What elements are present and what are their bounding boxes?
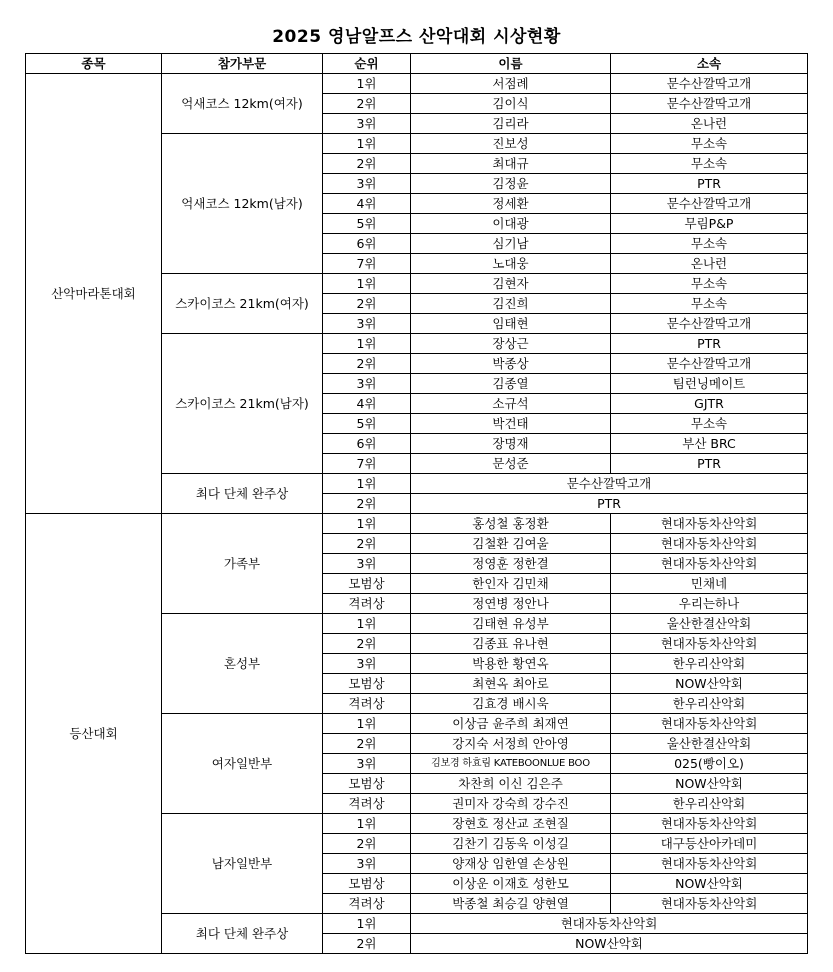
name-cell: 김효경 배시욱 bbox=[411, 694, 611, 714]
name-cell: 서점례 bbox=[411, 74, 611, 94]
name-cell: 장명재 bbox=[411, 434, 611, 454]
affiliation-cell: 현대자동차산악회 bbox=[611, 894, 808, 914]
rank-cell: 격려상 bbox=[323, 594, 411, 614]
division-cell: 최다 단체 완주상 bbox=[162, 474, 323, 514]
name-cell: 권미자 강숙희 강수진 bbox=[411, 794, 611, 814]
affiliation-cell: NOW산악회 bbox=[611, 674, 808, 694]
affiliation-cell: 현대자동차산악회 bbox=[611, 514, 808, 534]
name-cell: 홍성철 홍정환 bbox=[411, 514, 611, 534]
name-cell: 소규석 bbox=[411, 394, 611, 414]
rank-cell: 모범상 bbox=[323, 674, 411, 694]
affiliation-cell: 울산한결산악회 bbox=[611, 734, 808, 754]
team-cell: 문수산깔딱고개 bbox=[411, 474, 808, 494]
rank-cell: 1위 bbox=[323, 274, 411, 294]
affiliation-cell: PTR bbox=[611, 174, 808, 194]
division-cell: 여자일반부 bbox=[162, 714, 323, 814]
rank-cell: 2위 bbox=[323, 154, 411, 174]
rank-cell: 1위 bbox=[323, 474, 411, 494]
name-cell: 박종상 bbox=[411, 354, 611, 374]
rank-cell: 모범상 bbox=[323, 574, 411, 594]
division-cell: 최다 단체 완주상 bbox=[162, 914, 323, 954]
rank-cell: 2위 bbox=[323, 834, 411, 854]
affiliation-cell: 무소속 bbox=[611, 414, 808, 434]
name-cell: 김찬기 김동욱 이성길 bbox=[411, 834, 611, 854]
division-cell: 가족부 bbox=[162, 514, 323, 614]
affiliation-cell: 문수산깔딱고개 bbox=[611, 314, 808, 334]
rank-cell: 3위 bbox=[323, 174, 411, 194]
division-cell: 억새코스 12km(여자) bbox=[162, 74, 323, 134]
name-cell: 노대웅 bbox=[411, 254, 611, 274]
affiliation-cell: 한우리산악회 bbox=[611, 654, 808, 674]
affiliation-cell: 무소속 bbox=[611, 274, 808, 294]
affiliation-cell: 문수산깔딱고개 bbox=[611, 74, 808, 94]
name-cell: 김종표 유나현 bbox=[411, 634, 611, 654]
name-cell: 이상금 윤주희 최재연 bbox=[411, 714, 611, 734]
affiliation-cell: 문수산깔딱고개 bbox=[611, 194, 808, 214]
rank-cell: 3위 bbox=[323, 854, 411, 874]
rank-cell: 2위 bbox=[323, 294, 411, 314]
affiliation-cell: 문수산깔딱고개 bbox=[611, 94, 808, 114]
table-row bbox=[26, 74, 808, 94]
name-cell: 김진희 bbox=[411, 294, 611, 314]
rank-cell: 1위 bbox=[323, 334, 411, 354]
rank-cell: 7위 bbox=[323, 454, 411, 474]
awards-body bbox=[26, 74, 808, 954]
name-cell: 정연병 정안나 bbox=[411, 594, 611, 614]
name-cell: 양재상 임한열 손상원 bbox=[411, 854, 611, 874]
affiliation-cell: 문수산깔딱고개 bbox=[611, 354, 808, 374]
name-cell: 최현옥 최아로 bbox=[411, 674, 611, 694]
rank-cell: 2위 bbox=[323, 534, 411, 554]
name-cell: 정영훈 정한결 bbox=[411, 554, 611, 574]
rank-cell: 3위 bbox=[323, 114, 411, 134]
name-cell: 진보성 bbox=[411, 134, 611, 154]
rank-cell: 3위 bbox=[323, 754, 411, 774]
division-cell: 혼성부 bbox=[162, 614, 323, 714]
rank-cell: 1위 bbox=[323, 514, 411, 534]
affiliation-cell: 울산한결산악회 bbox=[611, 614, 808, 634]
header-row bbox=[26, 54, 808, 74]
name-cell: 문성준 bbox=[411, 454, 611, 474]
affiliation-cell: 대구등산아카데미 bbox=[611, 834, 808, 854]
rank-cell: 2위 bbox=[323, 934, 411, 954]
name-cell: 김리라 bbox=[411, 114, 611, 134]
name-cell: 김철환 김여울 bbox=[411, 534, 611, 554]
affiliation-cell: 민채네 bbox=[611, 574, 808, 594]
affiliation-cell: 현대자동차산악회 bbox=[611, 854, 808, 874]
header-name: 이름 bbox=[411, 54, 611, 74]
name-cell: 박종철 최승길 양현열 bbox=[411, 894, 611, 914]
header-division: 참가부문 bbox=[162, 54, 323, 74]
name-cell: 강지숙 서정희 안아영 bbox=[411, 734, 611, 754]
team-cell: NOW산악회 bbox=[411, 934, 808, 954]
rank-cell: 격려상 bbox=[323, 694, 411, 714]
name-cell: 최대규 bbox=[411, 154, 611, 174]
affiliation-cell: 현대자동차산악회 bbox=[611, 634, 808, 654]
name-cell: 장현호 정산교 조현질 bbox=[411, 814, 611, 834]
name-cell: 이상운 이재호 성한모 bbox=[411, 874, 611, 894]
awards-table bbox=[25, 53, 808, 954]
name-cell: 심기남 bbox=[411, 234, 611, 254]
affiliation-cell: PTR bbox=[611, 454, 808, 474]
rank-cell: 2위 bbox=[323, 354, 411, 374]
team-cell: 현대자동차산악회 bbox=[411, 914, 808, 934]
affiliation-cell: 현대자동차산악회 bbox=[611, 554, 808, 574]
rank-cell: 3위 bbox=[323, 374, 411, 394]
affiliation-cell: 무림P&P bbox=[611, 214, 808, 234]
rank-cell: 4위 bbox=[323, 394, 411, 414]
rank-cell: 4위 bbox=[323, 194, 411, 214]
header-rank: 순위 bbox=[323, 54, 411, 74]
affiliation-cell: 현대자동차산악회 bbox=[611, 534, 808, 554]
name-cell: 김종열 bbox=[411, 374, 611, 394]
affiliation-cell: NOW산악회 bbox=[611, 874, 808, 894]
team-cell: PTR bbox=[411, 494, 808, 514]
affiliation-cell: 부산 BRC bbox=[611, 434, 808, 454]
table-row bbox=[26, 514, 808, 534]
name-cell: 한인자 김민채 bbox=[411, 574, 611, 594]
rank-cell: 모범상 bbox=[323, 774, 411, 794]
affiliation-cell: 현대자동차산악회 bbox=[611, 714, 808, 734]
header-event: 종목 bbox=[26, 54, 162, 74]
affiliation-cell: 우리는하나 bbox=[611, 594, 808, 614]
name-cell: 임태현 bbox=[411, 314, 611, 334]
affiliation-cell: 무소속 bbox=[611, 154, 808, 174]
affiliation-cell: GJTR bbox=[611, 394, 808, 414]
rank-cell: 3위 bbox=[323, 554, 411, 574]
name-cell: 박건태 bbox=[411, 414, 611, 434]
affiliation-cell: 한우리산악회 bbox=[611, 794, 808, 814]
header-affiliation: 소속 bbox=[611, 54, 808, 74]
name-cell: 정세환 bbox=[411, 194, 611, 214]
rank-cell: 1위 bbox=[323, 814, 411, 834]
division-cell: 스카이코스 21km(남자) bbox=[162, 334, 323, 474]
rank-cell: 모범상 bbox=[323, 874, 411, 894]
affiliation-cell: 무소속 bbox=[611, 294, 808, 314]
rank-cell: 격려상 bbox=[323, 894, 411, 914]
affiliation-cell: NOW산악회 bbox=[611, 774, 808, 794]
affiliation-cell: 온나런 bbox=[611, 254, 808, 274]
rank-cell: 1위 bbox=[323, 134, 411, 154]
affiliation-cell: 현대자동차산악회 bbox=[611, 814, 808, 834]
name-cell: 김보경 하효림 KATEBOONLUE BOO bbox=[411, 754, 611, 774]
affiliation-cell: 무소속 bbox=[611, 134, 808, 154]
name-cell: 차찬희 이신 김은주 bbox=[411, 774, 611, 794]
affiliation-cell: 온나런 bbox=[611, 114, 808, 134]
affiliation-cell: 025(빵이오) bbox=[611, 754, 808, 774]
rank-cell: 2위 bbox=[323, 94, 411, 114]
rank-cell: 2위 bbox=[323, 494, 411, 514]
rank-cell: 1위 bbox=[323, 74, 411, 94]
name-cell: 김정윤 bbox=[411, 174, 611, 194]
name-cell: 박용한 황연옥 bbox=[411, 654, 611, 674]
affiliation-cell: 팀런닝메이트 bbox=[611, 374, 808, 394]
name-cell: 장상근 bbox=[411, 334, 611, 354]
affiliation-cell: 한우리산악회 bbox=[611, 694, 808, 714]
name-cell: 김이식 bbox=[411, 94, 611, 114]
division-cell: 억새코스 12km(남자) bbox=[162, 134, 323, 274]
rank-cell: 격려상 bbox=[323, 794, 411, 814]
rank-cell: 2위 bbox=[323, 634, 411, 654]
affiliation-cell: PTR bbox=[611, 334, 808, 354]
rank-cell: 3위 bbox=[323, 314, 411, 334]
rank-cell: 1위 bbox=[323, 714, 411, 734]
rank-cell: 6위 bbox=[323, 234, 411, 254]
rank-cell: 1위 bbox=[323, 914, 411, 934]
rank-cell: 6위 bbox=[323, 434, 411, 454]
affiliation-cell: 무소속 bbox=[611, 234, 808, 254]
rank-cell: 5위 bbox=[323, 214, 411, 234]
division-cell: 남자일반부 bbox=[162, 814, 323, 914]
name-cell: 김태현 유성부 bbox=[411, 614, 611, 634]
rank-cell: 1위 bbox=[323, 614, 411, 634]
division-cell: 스카이코스 21km(여자) bbox=[162, 274, 323, 334]
rank-cell: 5위 bbox=[323, 414, 411, 434]
event-cell: 산악마라톤대회 bbox=[26, 74, 162, 514]
page-title: 2025 영남알프스 산악대회 시상현황 bbox=[272, 27, 561, 47]
rank-cell: 7위 bbox=[323, 254, 411, 274]
event-cell: 등산대회 bbox=[26, 514, 162, 954]
rank-cell: 3위 bbox=[323, 654, 411, 674]
rank-cell: 2위 bbox=[323, 734, 411, 754]
name-cell: 이대광 bbox=[411, 214, 611, 234]
name-cell: 김현자 bbox=[411, 274, 611, 294]
